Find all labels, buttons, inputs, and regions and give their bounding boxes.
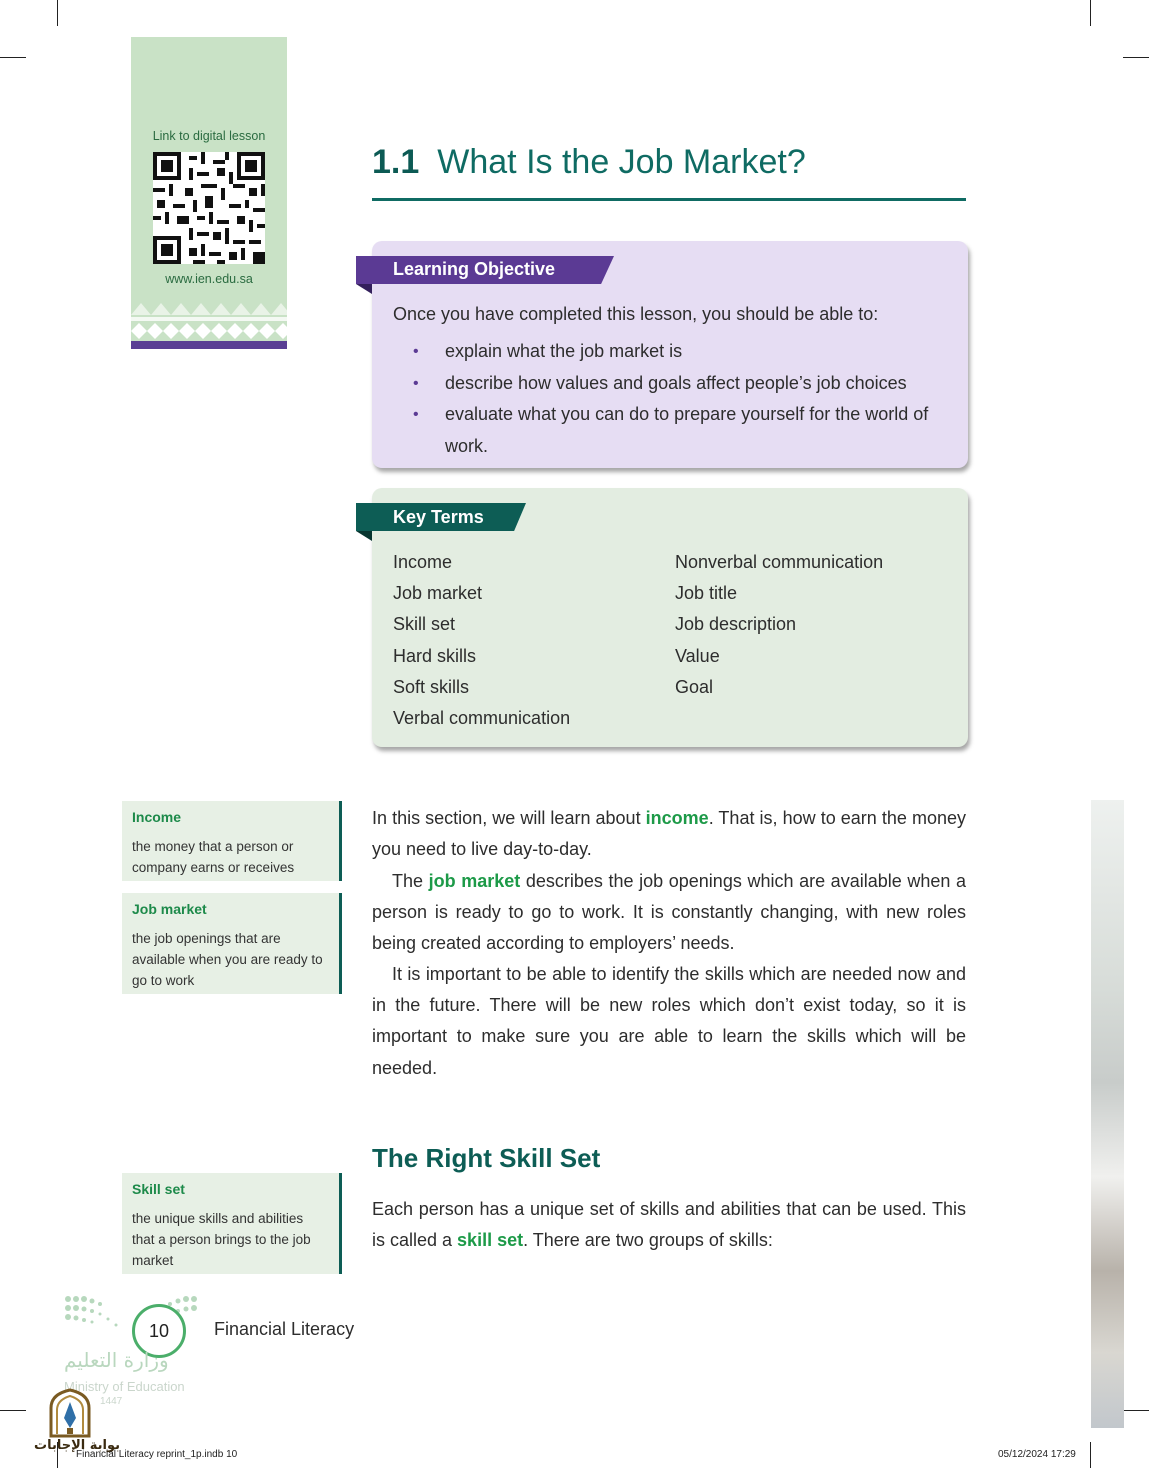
- digital-lesson-panel: [131, 37, 287, 349]
- keyword-income: income: [645, 808, 709, 828]
- qr-code-icon[interactable]: [153, 152, 265, 264]
- objective-item: • describe how values and goals affect people’s job choices: [393, 368, 953, 400]
- paragraph-text: . There are two groups of skills:: [523, 1230, 773, 1251]
- ministry-year: 1447: [100, 1396, 123, 1407]
- crop-mark: [57, 0, 58, 26]
- key-terms-label: Key Terms: [393, 507, 484, 527]
- key-term: Job description: [675, 614, 797, 635]
- keyword-skill-set: skill set: [457, 1230, 524, 1251]
- paragraph-text: . That is, how to earn the money you need to live day-to-day.: [372, 808, 967, 860]
- glossary-definition: the job openings that are: [132, 931, 281, 946]
- crop-mark: [1090, 1442, 1091, 1468]
- paragraph-text: describes the job openings which are available when a person is ready to go to work. It is constantly changing, with new roles being created according to employers’ needs.: [372, 871, 966, 954]
- tab-fold: [356, 531, 372, 541]
- print-date-info: 05/12/2024 17:29: [998, 1449, 1076, 1460]
- page-title: [372, 143, 806, 182]
- digital-lesson-url[interactable]: www.ien.edu.sa: [165, 272, 253, 286]
- key-term: Soft skills: [393, 676, 470, 697]
- glossary-term: Skill set: [132, 1181, 185, 1197]
- key-term: Hard skills: [393, 645, 477, 666]
- key-term: Value: [675, 645, 720, 666]
- crop-mark: [0, 1410, 26, 1411]
- glossary-note-job-market: [122, 893, 342, 994]
- key-term: Income: [393, 552, 453, 572]
- key-term: Job market: [393, 583, 483, 604]
- glossary-definition: the unique skills and abilities: [132, 1211, 304, 1226]
- lesson-title: What Is the Job Market?: [437, 143, 806, 181]
- print-file-info: Financial Literacy reprint_1p.indb 10: [76, 1449, 238, 1460]
- learning-objective-intro: Once you have completed this lesson, you should be able to:: [393, 304, 879, 324]
- key-term: Goal: [675, 676, 714, 697]
- glossary-definition: that a person brings to the job: [132, 1232, 311, 1247]
- key-term: Skill set: [393, 614, 456, 635]
- keyword-job-market: job market: [428, 871, 521, 891]
- body-paragraph: [372, 959, 966, 1084]
- portal-logo-text: بوابة الإجابات: [34, 1438, 120, 1453]
- body-paragraph: [372, 866, 966, 960]
- glossary-note-skill-set: [122, 1173, 342, 1274]
- panel-accent-bar: [131, 341, 287, 349]
- objective-item: • explain what the job market is: [393, 336, 953, 368]
- tab-fold: [356, 284, 372, 294]
- key-term: Job title: [675, 583, 738, 604]
- paragraph-text: In this section, we will learn about: [372, 808, 646, 828]
- lesson-number: 1.1: [372, 143, 420, 181]
- photo-edge: [1091, 800, 1124, 1428]
- glossary-definition: available when you are ready to: [132, 952, 323, 967]
- ministry-name-arabic: وزارة التعليم: [64, 1348, 169, 1372]
- paragraph-text: Each person has a unique set of skills and abilities that can be used. This is called a: [372, 1199, 966, 1251]
- glossary-term: Job market: [132, 901, 207, 917]
- crop-mark: [0, 57, 26, 58]
- glossary-definition: the money that a person or: [132, 839, 294, 854]
- crop-mark: [1090, 0, 1091, 26]
- paragraph-text: The: [392, 871, 429, 891]
- book-title: Financial Literacy: [214, 1319, 355, 1339]
- objective-item: • evaluate what you can do to prepare yourself for the world of work.: [393, 399, 953, 462]
- portal-logo-icon: [47, 1388, 93, 1438]
- key-term: Nonverbal communication: [675, 552, 884, 572]
- glossary-definition: go to work: [132, 973, 195, 988]
- digital-lesson-link[interactable]: Link to digital lesson: [152, 129, 266, 143]
- body-paragraph: [372, 803, 966, 865]
- key-terms-column-1: [393, 547, 570, 734]
- section-heading: The Right Skill Set: [372, 1143, 601, 1173]
- crop-mark: [1123, 57, 1149, 58]
- key-terms-column-2: [675, 547, 883, 703]
- glossary-note-income: [122, 801, 342, 881]
- glossary-term: Income: [132, 809, 182, 825]
- ministry-name-english: Ministry of Education: [64, 1379, 185, 1394]
- page-number: 10: [132, 1304, 186, 1358]
- crop-mark: [1123, 1410, 1149, 1411]
- learning-objective-label: Learning Objective: [393, 259, 556, 279]
- glossary-definition: company earns or receives: [132, 860, 295, 875]
- decorative-pattern-icon: [131, 295, 287, 341]
- paragraph-text: It is important to be able to identify the skills which are needed now and in the future. There will be new roles which don’t exist today, so it is important to make sure you are able to learn the skills which will be needed.: [372, 964, 966, 1078]
- glossary-definition: market: [132, 1253, 174, 1268]
- learning-objective-list: [393, 336, 953, 462]
- body-paragraph: [372, 1194, 966, 1256]
- title-divider: [372, 198, 966, 201]
- key-term: Verbal communication: [393, 708, 571, 729]
